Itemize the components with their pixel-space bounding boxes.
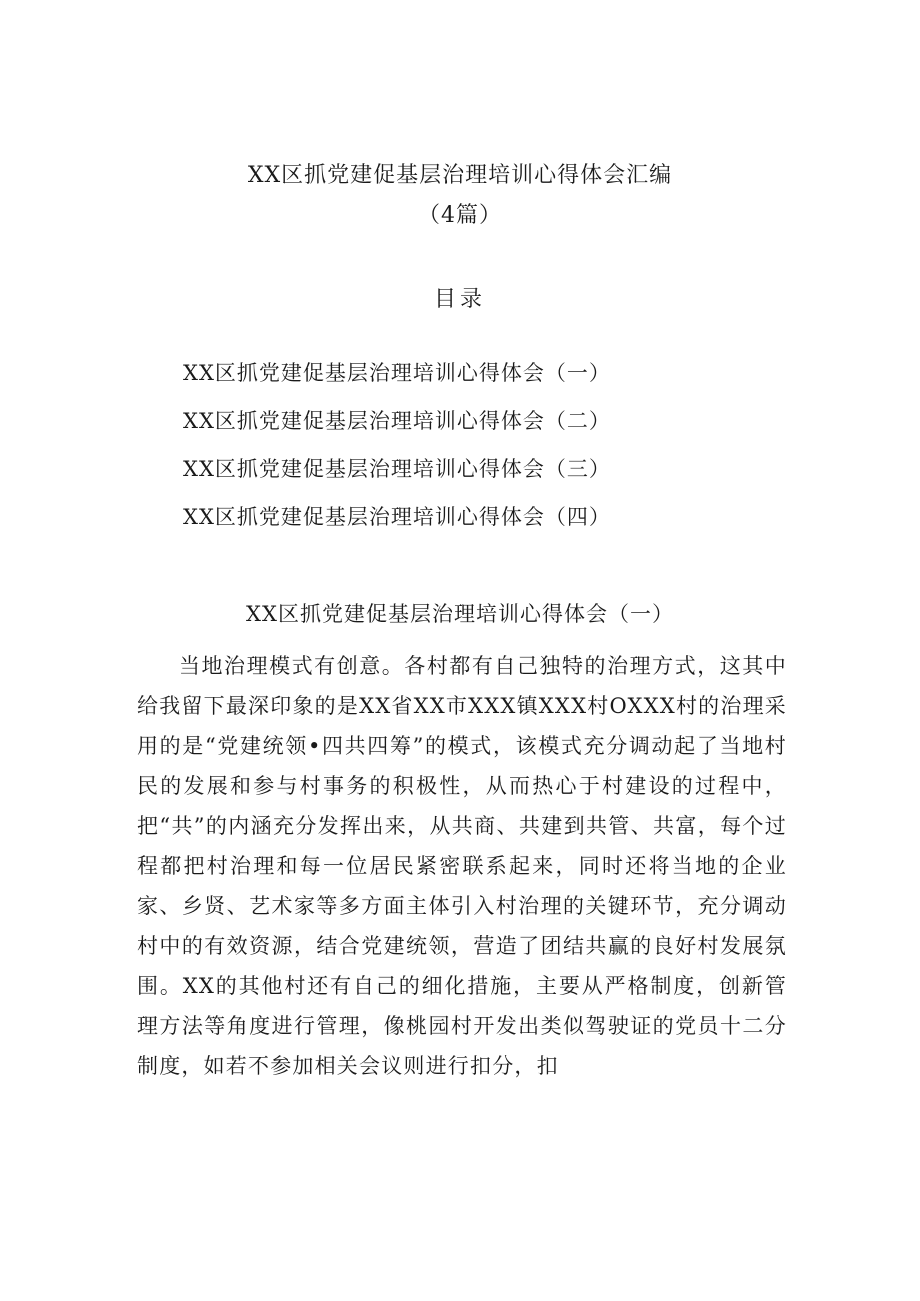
document-title: XX区抓党建促基层治理培训心得体会汇编 [247,163,673,188]
toc-item-2: XX区抓党建促基层治理培训心得体会（二） [183,409,611,433]
section-title: XX区抓党建促基层治理培训心得体会（一） [246,602,674,626]
table-of-contents [183,358,611,550]
document-subtitle: （4篇） [418,203,502,228]
toc-item-4: XX区抓党建促基层治理培训心得体会（四） [183,505,611,529]
toc-item-3: XX区抓党建促基层治理培训心得体会（三） [183,457,611,481]
toc-item-1: XX区抓党建促基层治理培训心得体会（一） [183,361,611,385]
body-paragraph: 当地治理模式有创意。各村都有自己独特的治理方式，这其中给我留下最深印象的是XX省XX市XXX镇XXX村OXXX村的治理采用的是“党建统领•四共四筹”的模式，该模式充分调动起了当地村民的发展和参与村事务的积极性，从而热心于村建设的过程中，把“共”的内涵充分发挥出来，从共商、共建到共管、共富，每个过程都把村治理和每一位居民紧密联系起来，同时还将当地的企业家、乡贤、艺术家等多方面主体引入村治理的关键环节，充分调动村中的有效资源，结合党建统领，营造了团结共赢的良好村发展氛围。XX的其他村还有自己的细化措施，主要从严格制度，创新管理方法等角度进行管理，像桃园村开发出类似驾驶证的党员十二分制度，如若不参加相关会议则进行扣分，扣 [137,654,787,1078]
toc-heading: 目录 [433,287,486,312]
